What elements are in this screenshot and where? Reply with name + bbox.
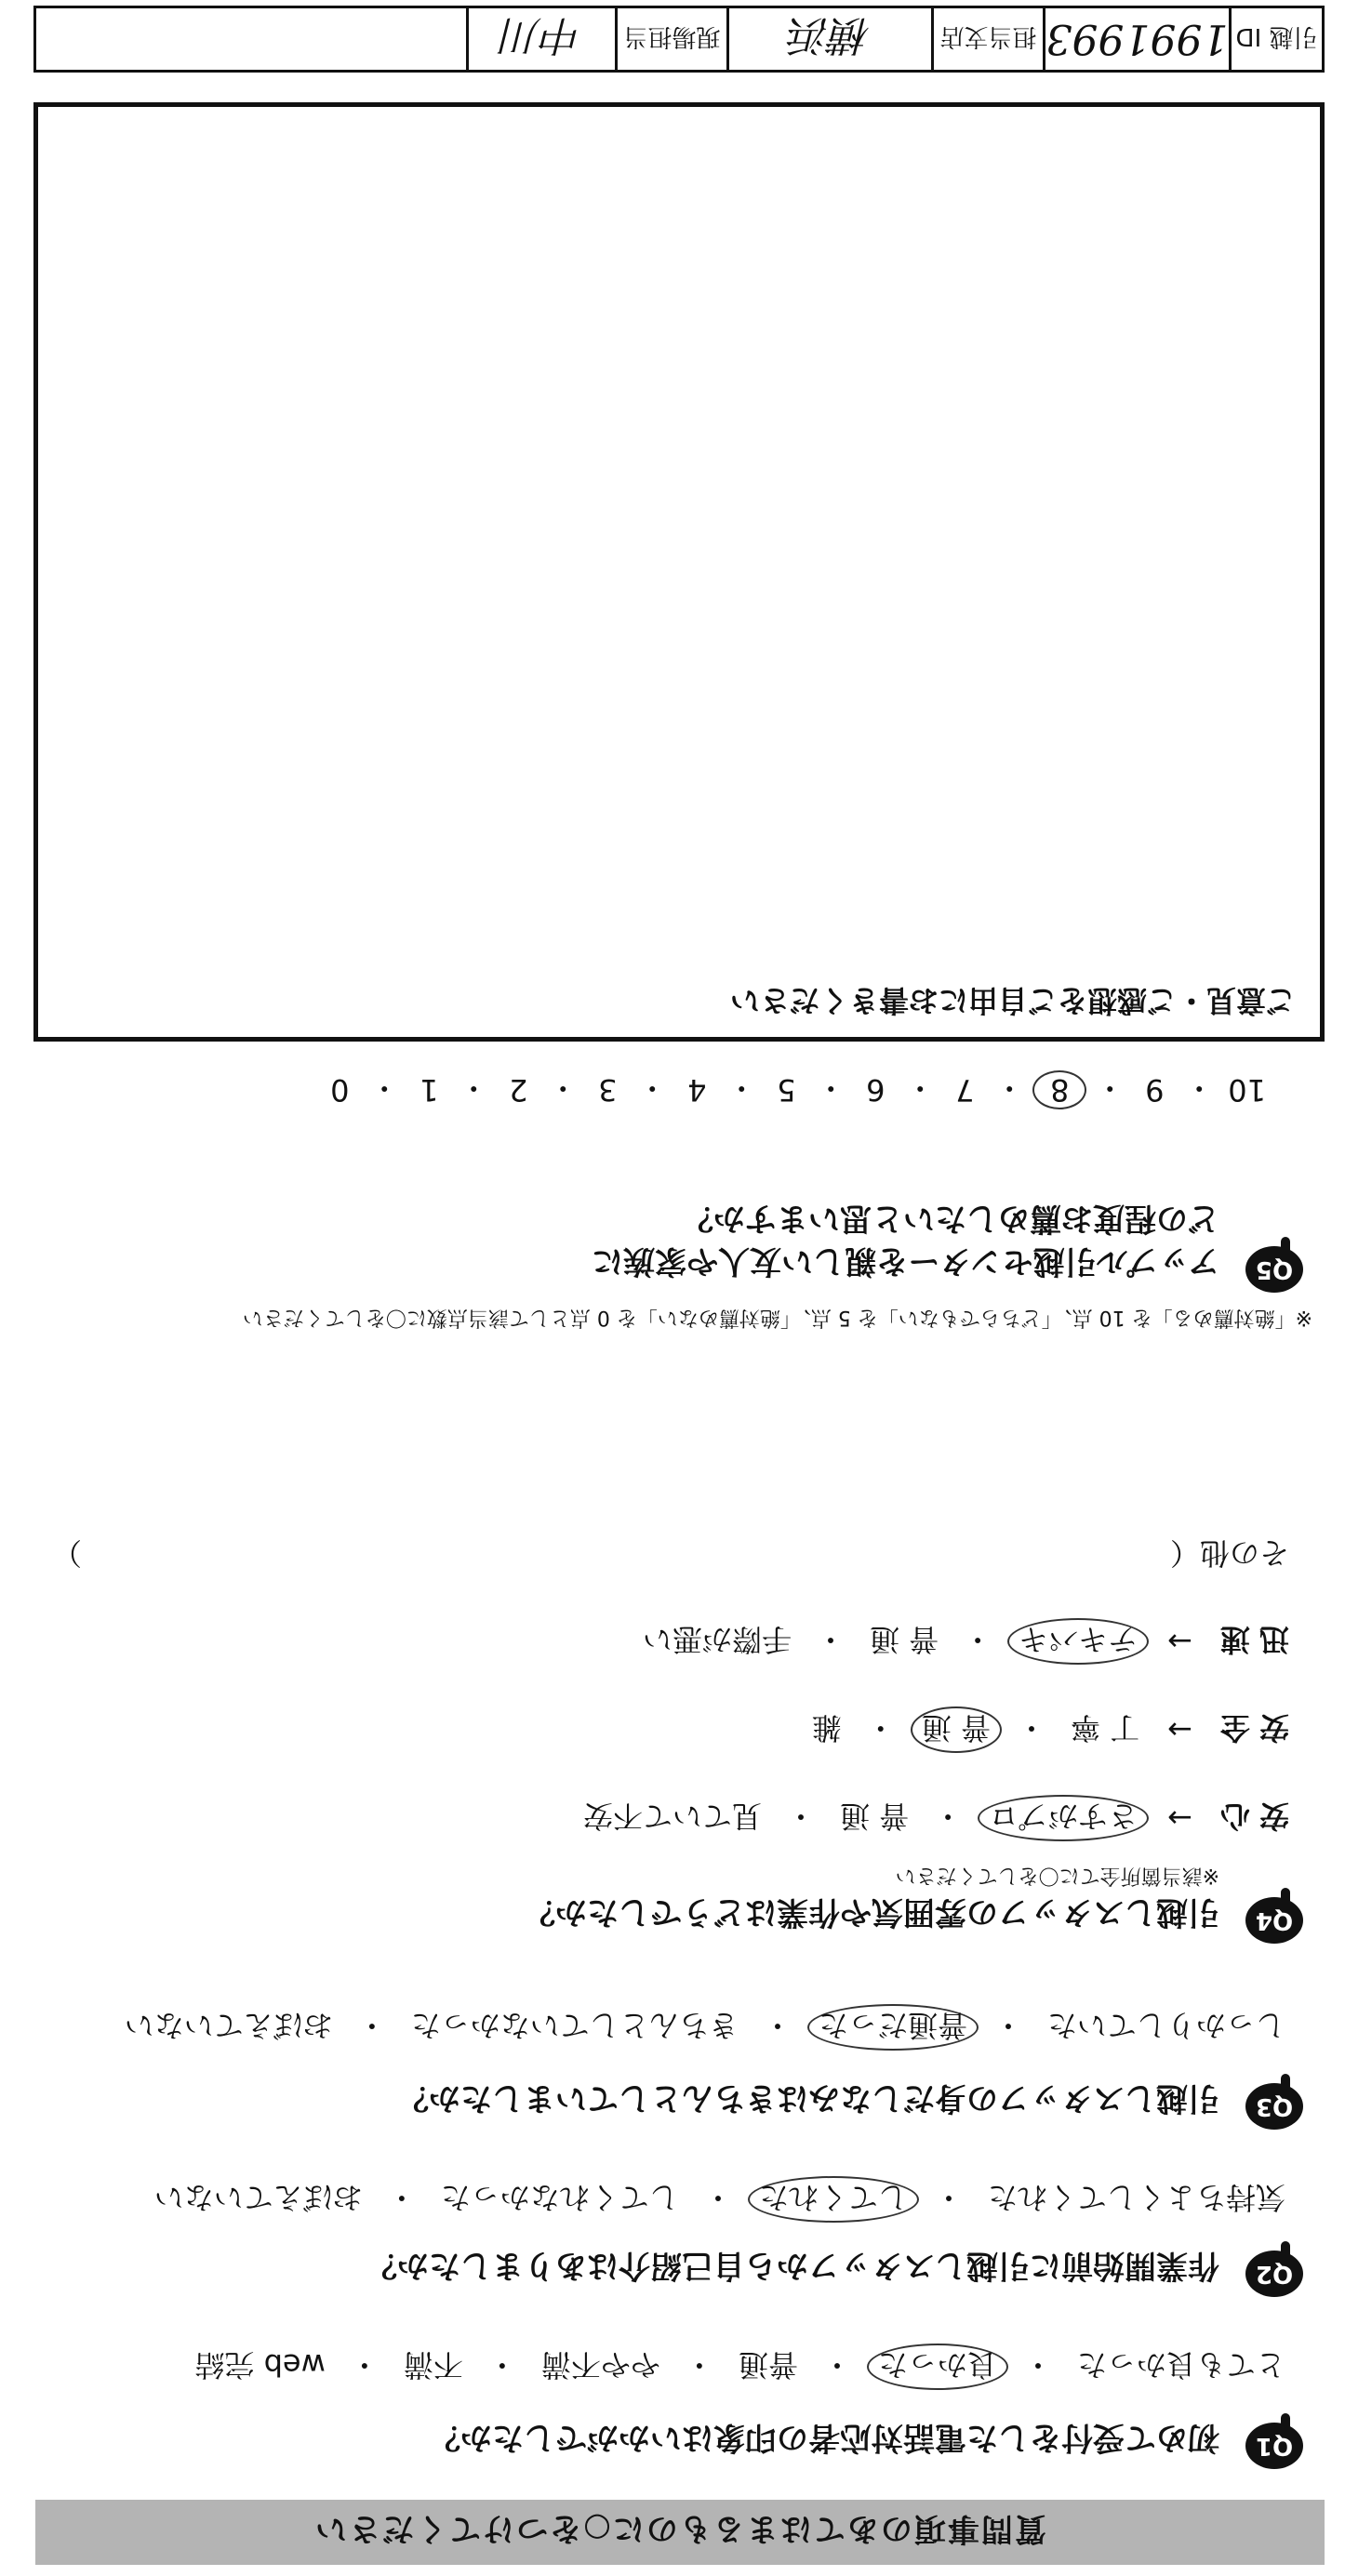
q1-badge: Q1 (1245, 2423, 1303, 2469)
scale-value[interactable]: 1 (419, 1072, 439, 1108)
q4-row-label: 安全 (1210, 1710, 1289, 1746)
branch-label: 担当支店 (931, 8, 1043, 70)
q1-option[interactable]: 普通 (738, 2347, 798, 2383)
q4-note: ※該当箇所全てに〇をしてください (895, 1864, 1219, 1887)
q4-option-selected[interactable]: さすがプロ (978, 1795, 1149, 1841)
q5-scale: 10 ・ 9 ・ 8 ・ 7 ・ 6 ・ 5 ・ 4 ・ 3 ・ 2 ・ 1 ・ 0 (324, 1069, 1266, 1111)
q2-option[interactable]: してくれなかった (440, 2180, 679, 2215)
q4-other-row (52, 1534, 1289, 1576)
scale-value[interactable]: 5 (777, 1072, 796, 1108)
q4-option-selected[interactable]: テキパキ (1007, 1618, 1149, 1665)
q5-question-line2: どの程度お薦めしたいと思いますか？ (682, 1200, 1219, 1237)
q3-options: しっかりしていた ・ 普通だった ・ きちんとしていなかった ・ おぼえていない (121, 2004, 1289, 2051)
scale-value[interactable]: 10 (1228, 1072, 1266, 1108)
scale-value[interactable]: 4 (687, 1072, 707, 1108)
scale-value[interactable]: 9 (1145, 1072, 1165, 1108)
move-id-value: 1991993 (1043, 8, 1229, 70)
q3-option[interactable]: おぼえていない (124, 2008, 333, 2043)
site-leader-value: 中川 (466, 8, 615, 70)
q4-row-anzen: 安全 → 丁 寧 ・ 普 通 ・ 雑 (808, 1706, 1289, 1753)
q2-question: 作業開始前に引越しスタッフから自己紹介はありましたか？ (366, 2247, 1219, 2284)
q1-option[interactable]: 不満 (403, 2347, 463, 2383)
q1-option-selected[interactable]: 良かった (867, 2344, 1008, 2390)
q3-option[interactable]: しっかりしていた (1046, 2008, 1285, 2043)
q4-badge: Q4 (1245, 1897, 1303, 1944)
q2-badge: Q2 (1245, 2251, 1303, 2297)
q1-option[interactable]: とても良かった (1076, 2347, 1285, 2383)
q4-option[interactable]: 丁 寧 (1071, 1710, 1140, 1746)
q5-note: ※「絶対薦める」を 10 点、「どちらでもない」を 5 点、「絶対薦めない」を 0 点として該当点数に〇をしてください (242, 1306, 1312, 1329)
question-5 (38, 1190, 1312, 1329)
q4-option[interactable]: 見ていて不安 (582, 1799, 762, 1834)
q1-question: 初めて受付をした電話対応者の印象はいかがでしたか？ (429, 2419, 1219, 2456)
move-id-label: 引越 ID (1229, 8, 1322, 70)
staff-info-table (33, 6, 1325, 73)
scale-value[interactable]: 7 (955, 1072, 975, 1108)
q3-question: 引越しスタッフの身だしなみはきちんとしていましたか？ (397, 2079, 1219, 2117)
comment-title: ご意見・ご感想をご自由にお書きください (729, 983, 1296, 1018)
scale-value[interactable]: 0 (330, 1072, 350, 1108)
question-4 (38, 1860, 1303, 1944)
arrow-right-icon: → (1167, 1800, 1192, 1836)
site-leader-label: 現場担当 (615, 8, 726, 70)
q4-option-selected[interactable]: 普 通 (911, 1706, 1002, 1753)
q4-option[interactable]: 普 通 (839, 1799, 910, 1834)
arrow-right-icon: → (1167, 1624, 1192, 1659)
q1-option[interactable]: やや不満 (540, 2347, 660, 2383)
q2-option[interactable]: おぼえていない (153, 2180, 363, 2215)
q3-option[interactable]: きちんとしていなかった (410, 2008, 739, 2043)
q2-option[interactable]: 気持ちよくしてくれた (987, 2180, 1285, 2215)
question-2 (38, 2241, 1303, 2297)
empty-cell (36, 8, 466, 70)
q4-row-anshin: 安心 → さすがプロ ・ 普 通 ・ 見ていて不安 (579, 1795, 1289, 1841)
q4-row-label: 迅速 (1210, 1622, 1289, 1657)
arrow-right-icon: → (1167, 1712, 1192, 1747)
scale-value[interactable]: 3 (598, 1072, 618, 1108)
q5-question-line1: アップル引越センターを親しい友人や家族に (592, 1242, 1219, 1280)
q4-question: 引越しスタッフの雰囲気や作業はどうでしたか？ (524, 1893, 1219, 1931)
question-3 (38, 2074, 1303, 2130)
q4-option[interactable]: 手際が悪い (642, 1622, 792, 1657)
q4-option[interactable]: 普 通 (869, 1622, 939, 1657)
instruction-header: 質問事項のあてはまるものに○をつけてください (35, 2500, 1325, 2565)
q2-option-selected[interactable]: してくれた (748, 2176, 919, 2223)
q4-row-label: 安心 (1210, 1799, 1289, 1834)
q4-other-label: その他（ (1169, 1535, 1289, 1571)
q5-badge: Q5 (1245, 1246, 1303, 1293)
q2-options: 気持ちよくしてくれた ・ してくれた ・ してくれなかった ・ おぼえていない (151, 2176, 1289, 2223)
q1-option[interactable]: web 完結 (194, 2347, 326, 2383)
q3-option-selected[interactable]: 普通だった (807, 2004, 979, 2051)
q4-option[interactable]: 雑 (811, 1710, 842, 1746)
branch-value: 横浜 (726, 8, 931, 70)
q4-row-jinsoku: 迅速 → テキパキ ・ 普 通 ・ 手際が悪い (639, 1618, 1289, 1665)
scale-value[interactable]: 2 (509, 1072, 528, 1108)
q3-badge: Q3 (1245, 2083, 1303, 2130)
scale-value[interactable]: 6 (866, 1072, 886, 1108)
scale-value-selected[interactable]: 8 (1032, 1070, 1086, 1109)
q1-options: とても良かった ・ 良かった ・ 普通 ・ やや不満 ・ 不満 ・ web 完結 (191, 2344, 1289, 2390)
q4-other-close: ） (52, 1535, 83, 1571)
comment-box[interactable] (33, 102, 1325, 1042)
